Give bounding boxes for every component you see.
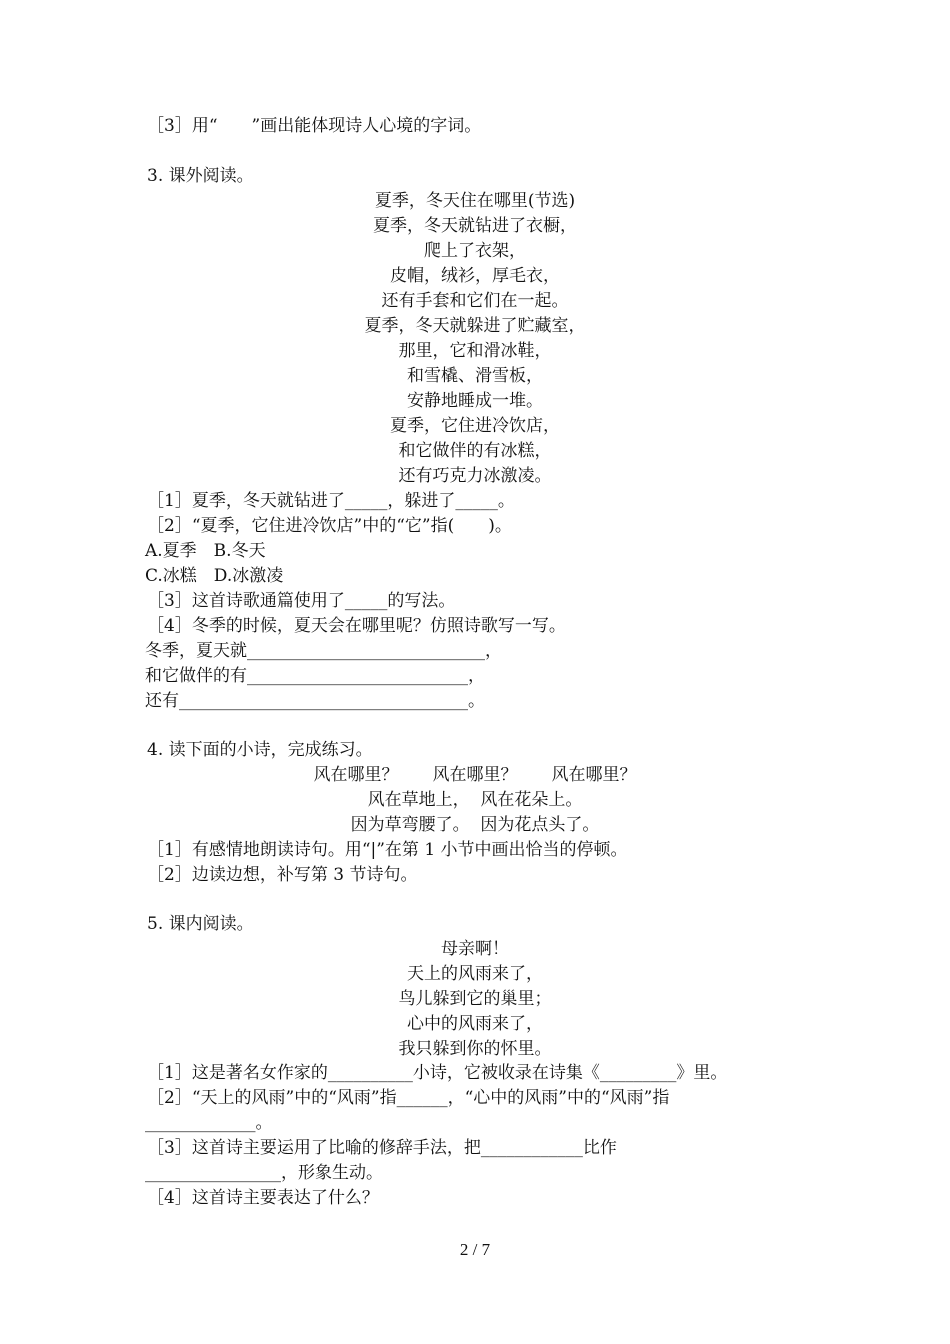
poem-line: 爬上了衣架，	[424, 241, 526, 261]
poem-line: 还有巧克力冰激凌。	[398, 466, 552, 486]
question-item: ［2］“天上的风雨”中的“风雨”指______，“心中的风雨”中的“风雨”指	[147, 1088, 670, 1108]
question-item: ［3］这首诗主要运用了比喻的修辞手法，把____________比作	[147, 1138, 617, 1158]
question-item: ［1］有感情地朗读诗句。用“|”在第 1 小节中画出恰当的停顿。	[147, 840, 628, 860]
fill-line: ________________，形象生动。	[145, 1163, 383, 1183]
poem-line: 和雪橇、滑雪板，	[407, 366, 543, 386]
question-item: ［1］夏季，冬天就钻进了_____，躲进了_____。	[147, 491, 515, 511]
q5-heading: 5. 课内阅读。	[147, 914, 254, 934]
poem-line: 夏季，冬天就躲进了贮藏室，	[364, 316, 586, 336]
q4-heading: 4. 读下面的小诗，完成练习。	[147, 740, 373, 760]
question-item: ［1］这是著名女作家的__________小诗，它被收录在诗集《_________》里。	[147, 1063, 728, 1083]
option-line: A.夏季 B.冬天	[145, 541, 266, 561]
question-item: ［2］“夏季，它住进冷饮店”中的“它”指( )。	[147, 516, 512, 536]
poem-line: 那里，它和滑冰鞋，	[398, 341, 552, 361]
question-item: ［4］这首诗主要表达了什么？	[147, 1188, 379, 1208]
poem-line: 风在草地上， 风在花朵上。	[367, 790, 583, 810]
page-number: 2 / 7	[459, 1240, 491, 1259]
poem-line: 和它做伴的有冰糕，	[398, 441, 552, 461]
fill-line: _____________。	[145, 1113, 273, 1133]
fill-line: 冬季，夏天就____________________________，	[145, 641, 502, 661]
question-item: ［3］这首诗歌通篇使用了_____的写法。	[147, 591, 456, 611]
poem-line: 心中的风雨来了，	[407, 1014, 543, 1034]
poem-line: 还有手套和它们在一起。	[381, 291, 569, 311]
poem-line: 夏季，冬天就钻进了衣橱，	[373, 216, 577, 236]
poem-line: 夏季，它住进冷饮店，	[390, 416, 560, 436]
poem-line: 安静地睡成一堆。	[407, 391, 543, 411]
q3-heading: 3. 课外阅读。	[147, 166, 254, 186]
poem-line: 因为草弯腰了。 因为花点头了。	[350, 815, 600, 835]
question-item: ［2］边读边想，补写第 3 节诗句。	[147, 865, 418, 885]
poem-line: 风在哪里？ 风在哪里？ 风在哪里？	[313, 765, 637, 785]
poem-line: 天上的风雨来了，	[407, 964, 543, 984]
option-line: C.冰糕 D.冰激凌	[145, 566, 284, 586]
poem-title: 夏季，冬天住在哪里(节选)	[374, 191, 576, 211]
poem-line: 鸟儿躲到它的巢里；	[398, 989, 552, 1009]
poem-line: 皮帽，绒衫，厚毛衣，	[390, 266, 560, 286]
fill-line: 和它做伴的有__________________________，	[145, 666, 485, 686]
poem-line: 母亲啊！	[441, 939, 509, 959]
question-item: ［4］冬季的时候，夏天会在哪里呢？仿照诗歌写一写。	[147, 616, 566, 636]
poem-line: 我只躲到你的怀里。	[398, 1039, 552, 1059]
fill-line: 还有__________________________________。	[145, 691, 485, 711]
q2-sub3: ［3］用“ ”画出能体现诗人心境的字词。	[147, 116, 482, 136]
